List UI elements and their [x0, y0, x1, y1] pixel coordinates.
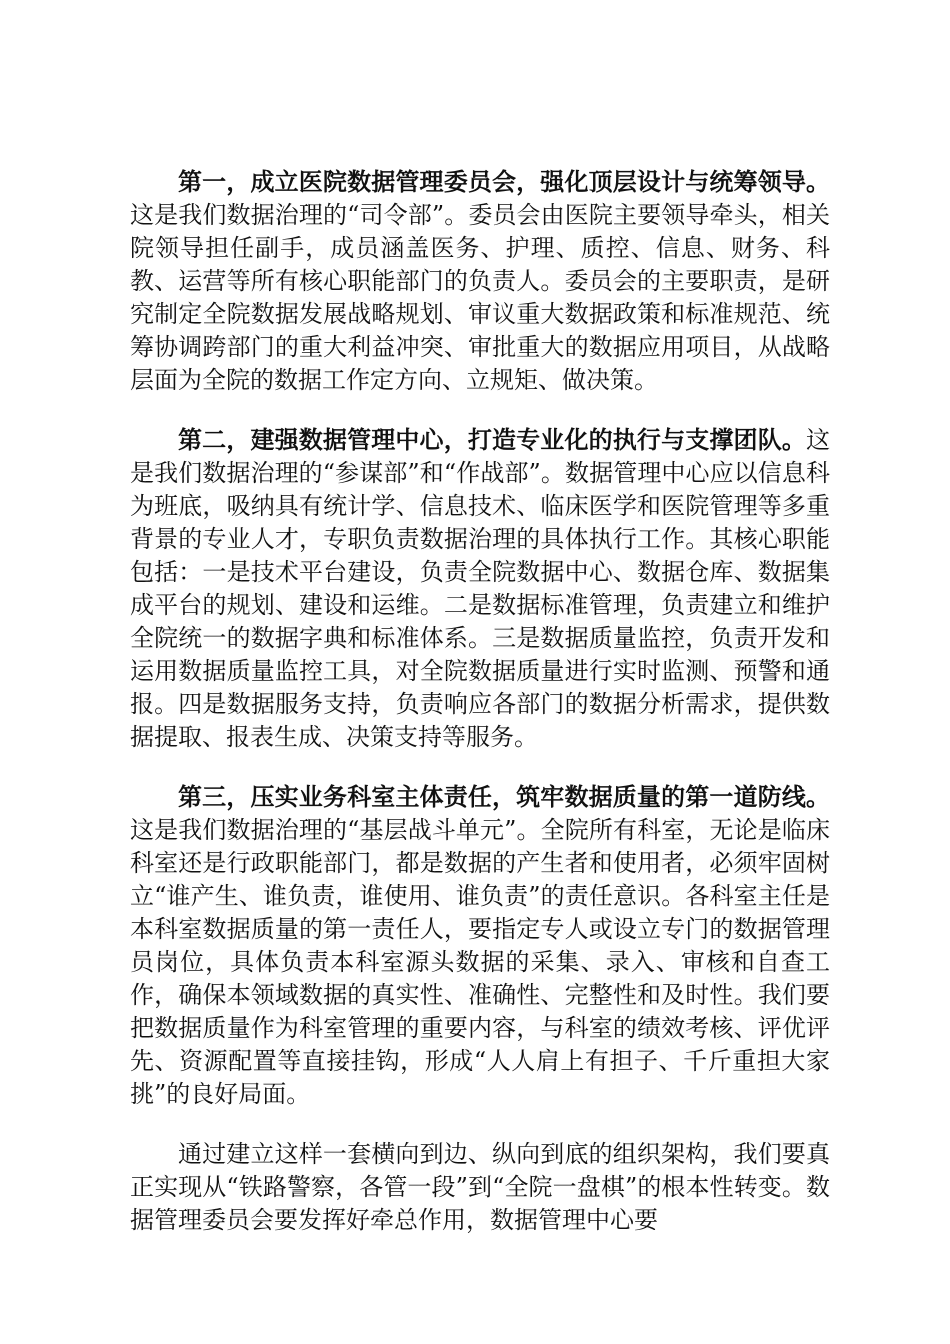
paragraph-conclusion [130, 1138, 830, 1237]
paragraph-lead: 第二，建强数据管理中心，打造专业化的执行与支撑团队。 [178, 426, 806, 454]
paragraph-center [130, 424, 830, 754]
paragraph-text: 这是我们数据治理的“司令部”。委员会由医院主要领导牵头，相关院领导担任副手，成员涵盖医务、护理、质控、信息、财务、科教、运营等所有核心职能部门的负责人。委员会的主要职责，是研究制定全院数据发展战略规划、审议重大数据政策和标准规范、统筹协调跨部门的重大利益冲突、审批重大的数据应用项目，从战略层面为全院的数据工作定方向、立规矩、做决策。 [130, 201, 830, 394]
paragraph-text: 这是我们数据治理的“参谋部”和“作战部”。数据管理中心应以信息科为班底，吸纳具有统计学、信息技术、临床医学和医院管理等多重背景的专业人才，专职负责数据治理的具体执行工作。其核心职能包括：一是技术平台建设，负责全院数据中心、数据仓库、数据集成平台的规划、建设和运维。二是数据标准管理，负责建立和维护全院统一的数据字典和标准体系。三是数据质量监控，负责开发和运用数据质量监控工具，对全院数据质量进行实时监测、预警和通报。四是数据服务支持，负责响应各部门的数据分析需求，提供数据提取、报表生成、决策支持等服务。 [130, 426, 830, 751]
paragraph-text: 通过建立这样一套横向到边、纵向到底的组织架构，我们要真正实现从“铁路警察，各管一段”到“全院一盘棋”的根本性转变。数据管理委员会要发挥好牵总作用，数据管理中心要 [130, 1140, 830, 1234]
paragraph-lead: 第一，成立医院数据管理委员会，强化顶层设计与统筹领导。 [178, 168, 830, 196]
paragraph-departments [130, 781, 830, 1111]
paragraph-lead: 第三，压实业务科室主体责任，筑牢数据质量的第一道防线。 [178, 783, 830, 811]
paragraph-committee [130, 166, 830, 397]
paragraph-text: 这是我们数据治理的“基层战斗单元”。全院所有科室，无论是临床科室还是行政职能部门，都是数据的产生者和使用者，必须牢固树立“谁产生、谁负责，谁使用、谁负责”的责任意识。各科室主任是本科室数据质量的第一责任人，要指定专人或设立专门的数据管理员岗位，具体负责本科室源头数据的采集、录入、审核和自查工作，确保本领域数据的真实性、准确性、完整性和及时性。我们要把数据质量作为科室管理的重要内容，与科室的绩效考核、评优评先、资源配置等直接挂钩，形成“人人肩上有担子、千斤重担大家挑”的良好局面。 [130, 816, 830, 1108]
document-body [130, 166, 830, 1264]
